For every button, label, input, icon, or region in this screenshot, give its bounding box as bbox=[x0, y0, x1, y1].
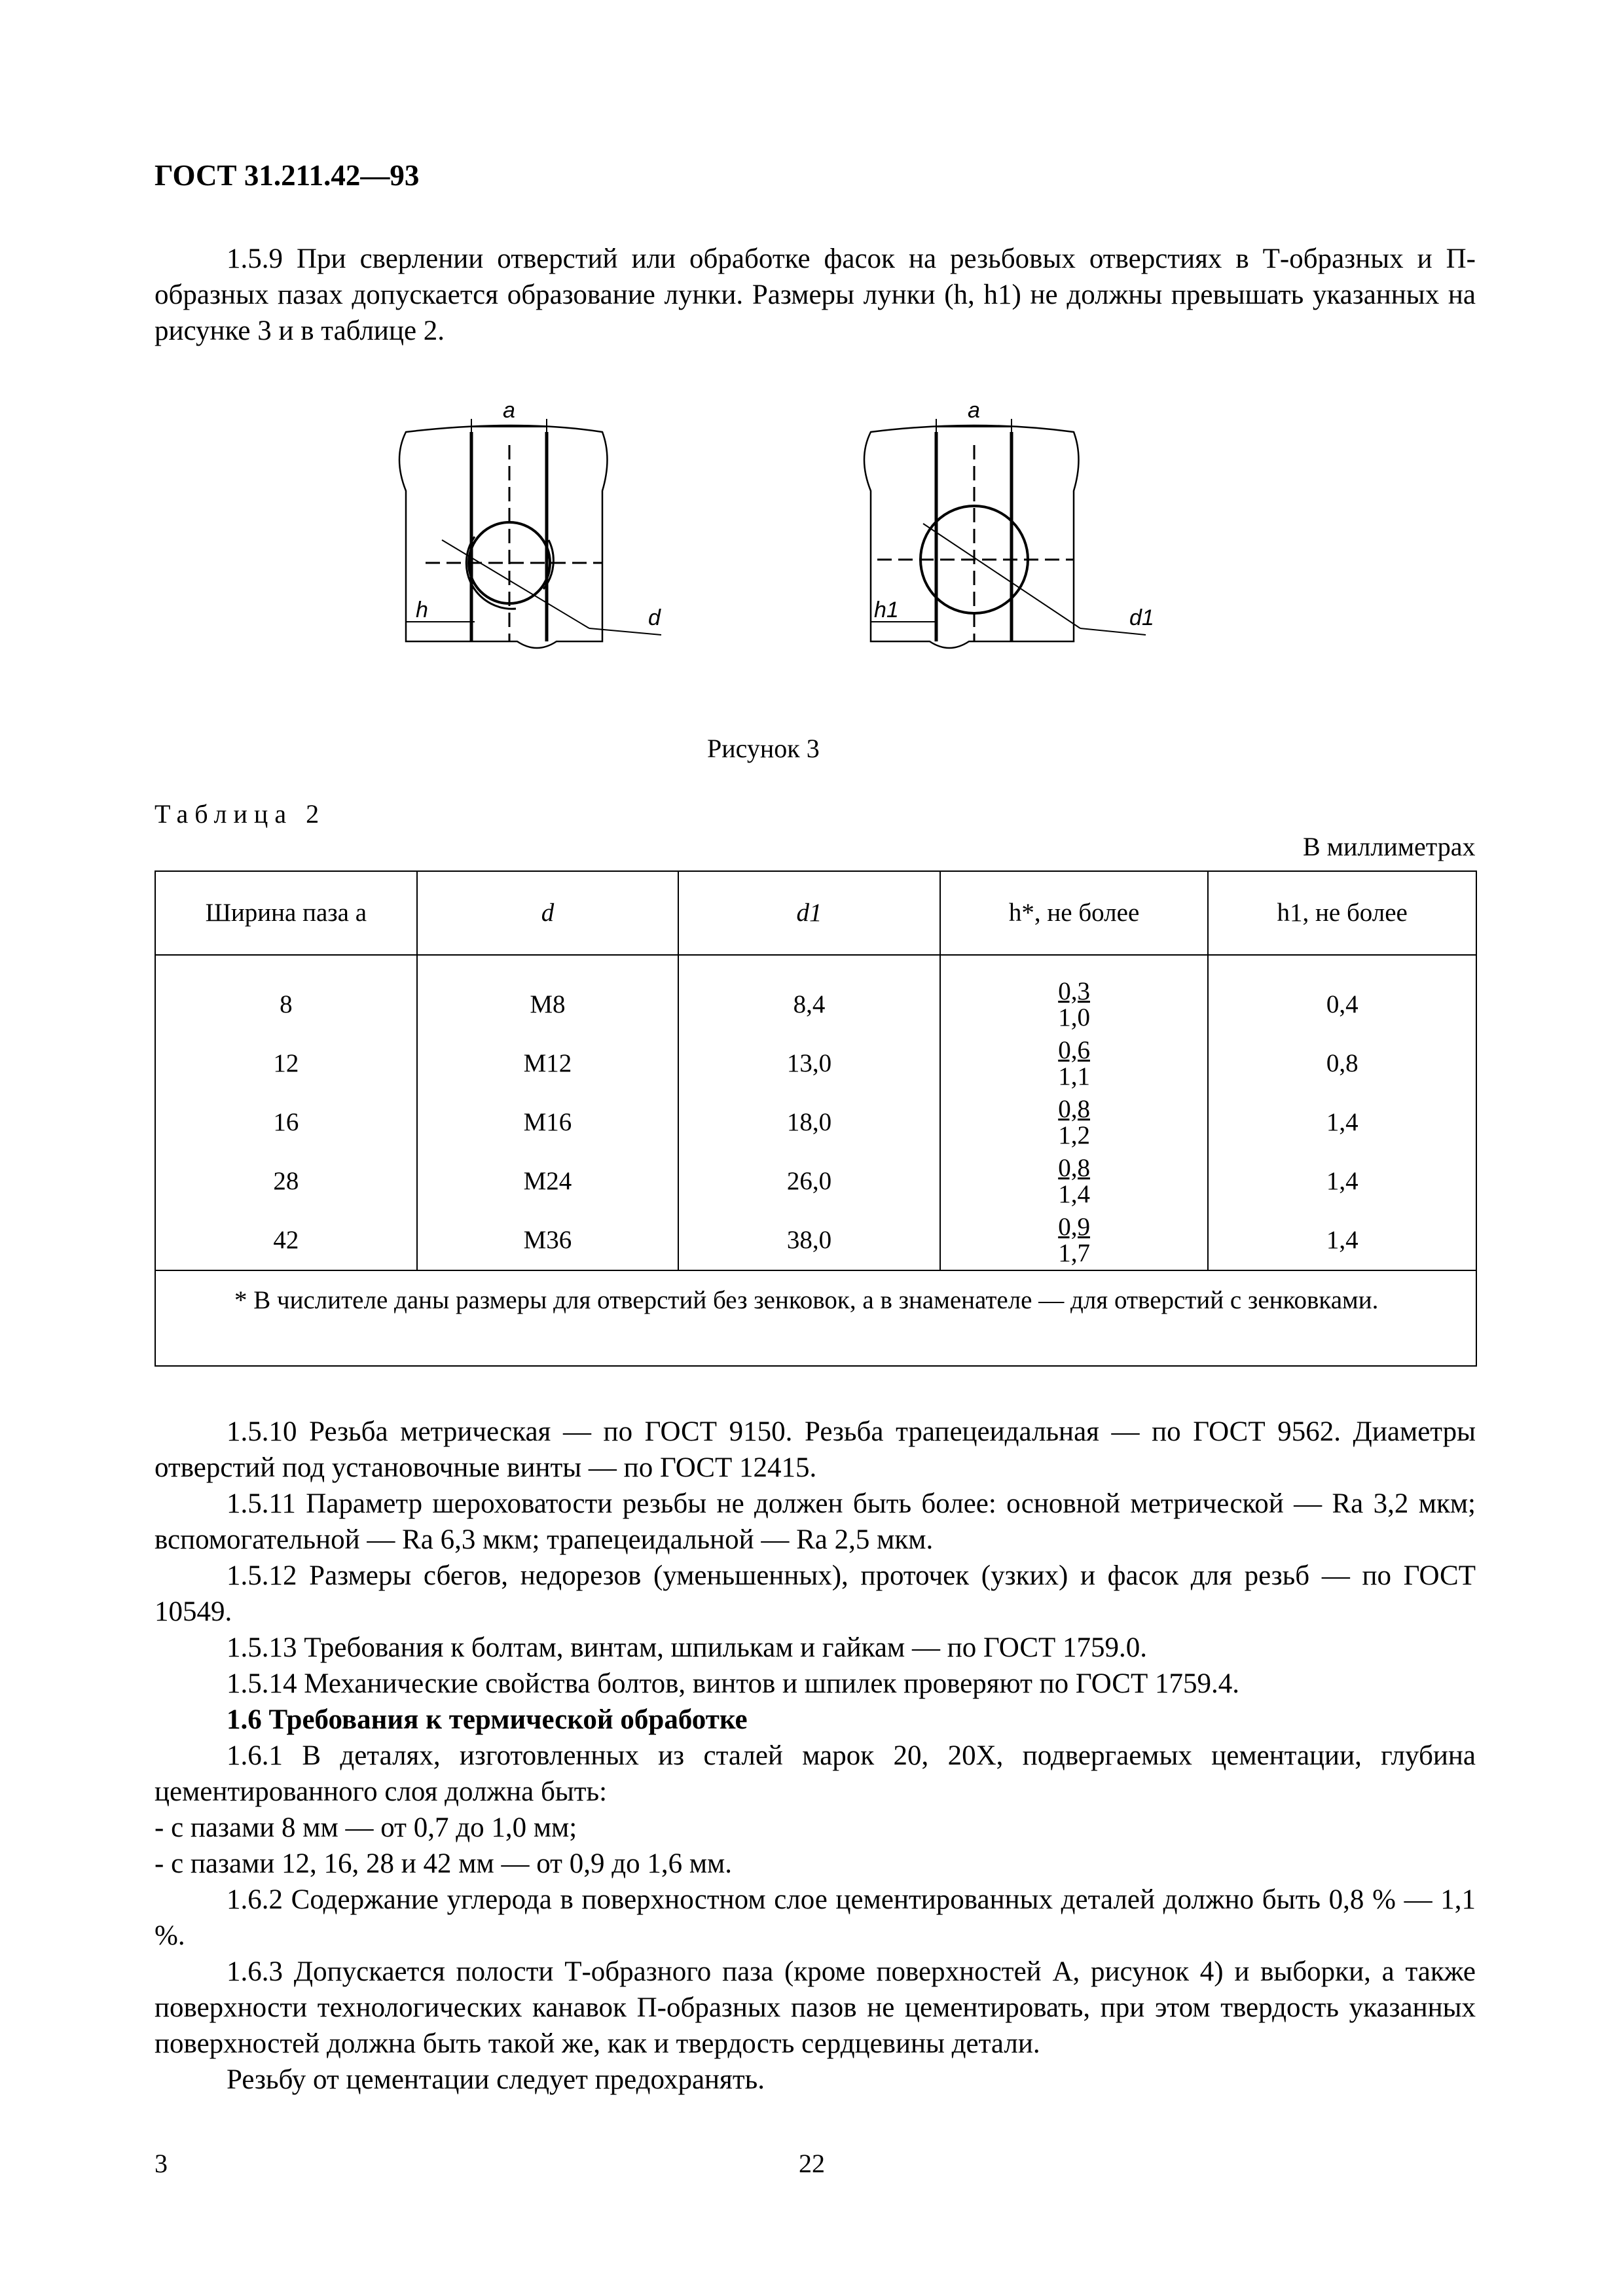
column-d1: 8,4 13,0 18,0 26,0 38,0 bbox=[678, 955, 940, 1270]
table-unit: В миллиметрах bbox=[1303, 832, 1476, 861]
label-d: d bbox=[648, 605, 661, 630]
paragraph-1-6-3: 1.6.3 Допускается полости Т-образного паза (кроме поверхностей А, рисунок 4) и выборки, а также поверхности технологических канавок П-образных пазов не цементировать, при этом твердость указанных поверхностей должна быть такой же, как и твердость сердцевины детали. bbox=[155, 1956, 1476, 2059]
figure-caption: Рисунок 3 bbox=[707, 734, 820, 763]
column-d: M8 M12 M16 M24 M36 bbox=[417, 955, 679, 1270]
paragraph-1-5-9: 1.5.9 При сверлении отверстий или обработке фасок на резьбовых отверстиях в Т-образных и П-образных пазах допускается образование лунки. Размеры лунки (h, h1) не должны превышать указанных на рисунке 3 и в таблице 2. bbox=[155, 243, 1476, 346]
body-text bbox=[155, 1414, 1476, 2098]
column-a: 8 12 16 28 42 bbox=[155, 955, 417, 1270]
paragraph-1-5-11: 1.5.11 Параметр шероховатости резьбы не должен быть более: основной метрической — Ra 3,2 мкм; вспомогательной — Ra 6,3 мкм; трапецеидальной — Ra 2,5 мкм. bbox=[155, 1488, 1476, 1555]
header-h1: h1, не более bbox=[1208, 871, 1476, 955]
paragraph-1-5-14: 1.5.14 Механические свойства болтов, винтов и шпилек проверяют по ГОСТ 1759.4. bbox=[227, 1668, 1239, 1699]
header-d: d bbox=[417, 871, 679, 955]
header-h: h*, не более bbox=[940, 871, 1209, 955]
document-code: ГОСТ 31.211.42—93 bbox=[155, 159, 420, 192]
column-h1: 0,4 0,8 1,4 1,4 1,4 bbox=[1208, 955, 1476, 1270]
label-a-right: a bbox=[968, 398, 980, 423]
table-2 bbox=[155, 870, 1477, 1367]
list-item-1: - с пазами 8 мм — от 0,7 до 1,0 мм; bbox=[155, 1812, 577, 1843]
paragraph-1-5-10: 1.5.10 Резьба метрическая — по ГОСТ 9150. Резьба трапецеидальная — по ГОСТ 9562. Диаметры отверстий под установочные винты — по ГОСТ 12415. bbox=[155, 1416, 1476, 1483]
label-h1: h1 bbox=[874, 598, 899, 622]
label-a-left: a bbox=[503, 398, 515, 423]
table-footnote: * В числителе даны размеры для отверстий без зенковок, а в знаменателе — для отверстий с зенковками. bbox=[155, 1270, 1476, 1366]
paragraph-last: Резьбу от цементации следует предохранять. bbox=[227, 2064, 765, 2095]
section-heading-1-6: 1.6 Требования к термической обработке bbox=[227, 1704, 748, 1735]
paragraph-1-6-2: 1.6.2 Содержание углерода в поверхностном слое цементированных деталей должно быть 0,8 % — 1,1 %. bbox=[155, 1884, 1476, 1951]
column-h: $\frac{0,3}{1,0}$ $\frac{0,6}{1,1}$ $\frac{0,8}{1,2}$ $\frac{0,8}{1,4}$ $\frac{0,9}{1,7}$ bbox=[940, 955, 1209, 1270]
label-h: h bbox=[416, 598, 428, 622]
paragraph-1-5-12: 1.5.12 Размеры сбегов, недорезов (уменьшенных), проточек (узких) и фасок для резьб — по ГОСТ 10549. bbox=[155, 1560, 1476, 1627]
page-number-left: 3 bbox=[155, 2149, 168, 2178]
left-part-outline bbox=[399, 425, 608, 648]
list-item-2: - с пазами 12, 16, 28 и 42 мм — от 0,9 до 1,6 мм. bbox=[155, 1848, 733, 1879]
figure-3 bbox=[386, 393, 1172, 700]
header-d1: d1 bbox=[678, 871, 940, 955]
paragraph-1-6-1: 1.6.1 В деталях, изготовленных из сталей марок 20, 20Х, подвергаемых цементации, глубина цементированного слоя должна быть: bbox=[155, 1740, 1476, 1807]
header-slot-width: Ширина паза a bbox=[155, 871, 417, 955]
table-title: Таблица 2 bbox=[155, 799, 326, 829]
paragraph-1-5-13: 1.5.13 Требования к болтам, винтам, шпилькам и гайкам — по ГОСТ 1759.0. bbox=[227, 1632, 1148, 1663]
label-d1: d1 bbox=[1129, 605, 1154, 630]
page-number-center: 22 bbox=[799, 2149, 825, 2178]
